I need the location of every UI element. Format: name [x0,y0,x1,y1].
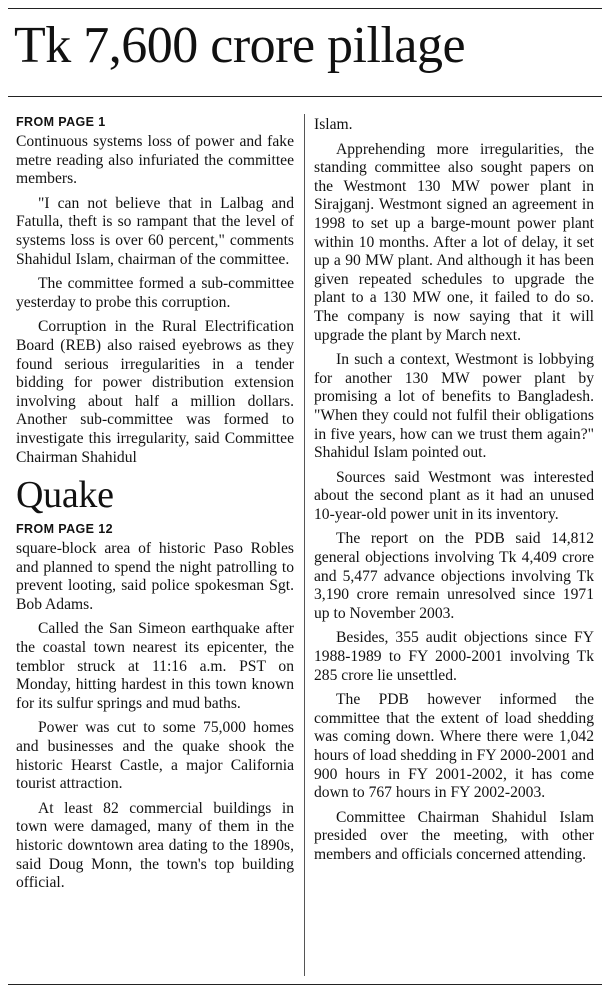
paragraph: The PDB however informed the committee that the extent of load shedding was coming down. Where there were 1,042 hours of load shedding in FY 2000-2001 and 900 hours in FY 2001-2002, it has come down to 767 hours in FY 2002-2003. [314,691,594,802]
column-divider [304,114,305,976]
paragraph: Continuous systems loss of power and fake metre reading also infuriated the committee members. [16,133,294,188]
kicker-from-page-1: FROM PAGE 1 [16,115,106,129]
headline-rule [8,96,602,97]
paragraph: In such a context, Westmont is lobbying for another 130 MW power plant by promising a lot of benefits to Bangladesh. "When they could not fulfil their obligations in five years, how can we trust them again?" Shahidul Islam pointed out. [314,351,594,462]
paragraph: Corruption in the Rural Electrification Board (REB) also raised eyebrows as they found serious irregularities in a tender bidding for power distribution extension involving about half a million dollars. Another sub-committee was formed to investigate this irregularity, said Committee Chairman Shahidul [16,318,294,466]
paragraph: Called the San Simeon earthquake after the coastal town nearest its epicenter, the temblor struck at 11:16 a.m. PST on Monday, hitting hardest in this town known for its sulfur springs and mud baths. [16,620,294,712]
paragraph: The committee formed a sub-committee yesterday to probe this corruption. [16,275,294,311]
paragraph: Sources said Westmont was interested about the second plant as it had an unused 10-year-old power unit in its inventory. [314,468,594,523]
paragraph: Besides, 355 audit objections since FY 1988-1989 to FY 2000-2001 involving Tk 285 crore lie unsettled. [314,629,594,684]
kicker-from-page-12: FROM PAGE 12 [16,522,113,537]
headline-pillage: Tk 7,600 crore pillage [14,17,466,74]
bottom-rule [8,984,602,985]
paragraph: Apprehending more irregularities, the standing committee also sought papers on the Westmont 130 MW power plant in Sirajganj. Westmont signed an agreement in 1998 to set up a barge-mount power plant within 10 months. After a lot of delay, it set up a 90 MW plant. And although it has been given repeated schedules to upgrade the plant to a 130 MW one, it failed to do so. The company is now saying that it will upgrade the plant by March next. [314,140,594,344]
paragraph: The report on the PDB said 14,812 general objections involving Tk 4,409 crore and 5,477 advance objections involving Tk 3,190 crore remain unresolved since 1971 up to November 2003. [314,530,594,622]
paragraph: Power was cut to some 75,000 homes and businesses and the quake shook the historic Hearst Castle, a major California tourist attraction. [16,719,294,793]
headline-quake: Quake [16,474,114,517]
paragraph: At least 82 commercial buildings in town were damaged, many of them in the historic downtown area dating to the 1890s, said Doug Monn, the town's top building official. [16,799,294,892]
paragraph: "I can not believe that in Lalbag and Fatulla, theft is so rampant that the level of systems loss is over 60 percent," comments Shahidul Islam, chairman of the committee. [16,194,294,268]
paragraph: square-block area of historic Paso Robles and planned to spend the night patrolling to prevent looting, said police spokesman Sgt. Bob Adams. [16,540,294,613]
left-column [16,114,294,899]
top-rule [8,8,602,9]
paragraph: Committee Chairman Shahidul Islam presided over the meeting, with other members and officials concerned attending. [314,808,594,863]
paragraph: Islam. [314,116,353,133]
right-column [314,116,594,871]
